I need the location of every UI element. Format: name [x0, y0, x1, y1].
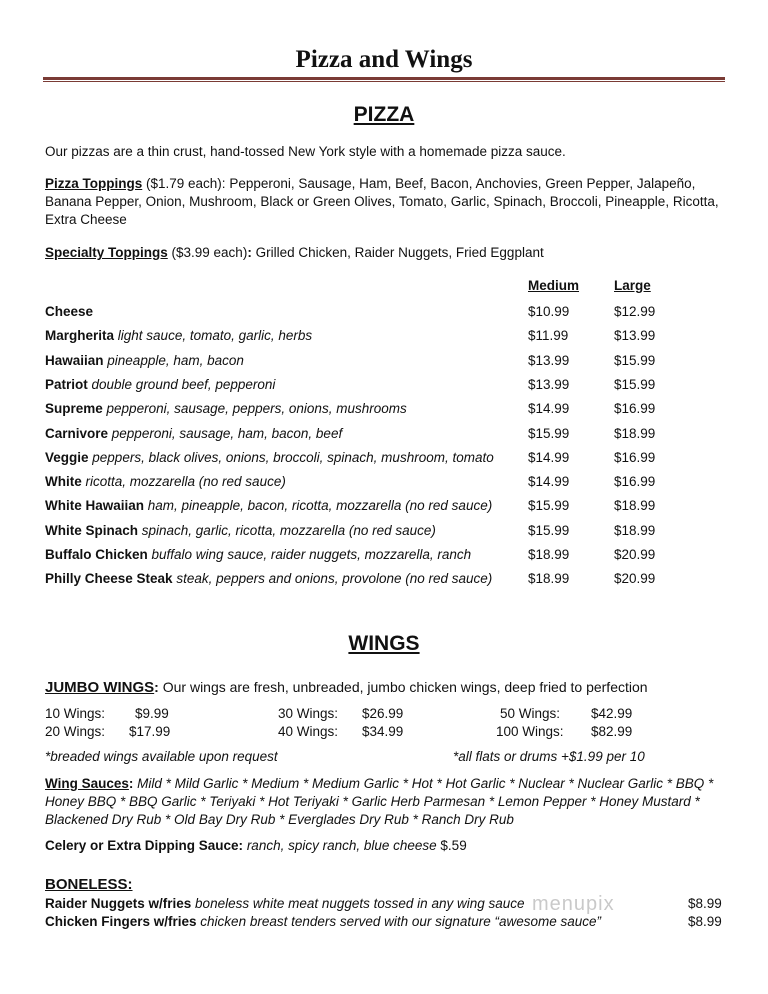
pizza-row — [45, 351, 244, 371]
boneless-item-desc: chicken breast tenders served with our signature “awesome sauce” — [196, 914, 601, 929]
col-medium: Medium — [528, 278, 580, 293]
sauces-label: Wing Sauces — [45, 776, 129, 791]
wing-count-100-price: $82.99 — [591, 724, 633, 739]
wing-count-30-price: $26.99 — [362, 706, 404, 721]
pizza-price-medium: $14.99 — [528, 474, 570, 489]
pizza-row — [45, 302, 93, 322]
wing-count-10-price: $9.99 — [135, 706, 169, 721]
wing-count-40-label: 40 Wings: — [278, 724, 339, 739]
pizza-price-large: $16.99 — [614, 474, 656, 489]
wing-count-30-label: 30 Wings: — [278, 706, 339, 721]
pizza-price-large: $20.99 — [614, 571, 656, 586]
title-divider — [43, 77, 725, 80]
sauces-list: Mild * Mild Garlic * Medium * Medium Garlic * Hot * Hot Garlic * Nuclear * Nuclear Garlic * BBQ * Honey BBQ * BBQ Garlic * Teriyaki * Hot Teriyaki * Garlic Herb Parmesan * Lemon Pepper * Honey Mustard * Blackened Dry Rub * Old Bay Dry Rub * Everglades Dry Rub * Ranch Dry Rub — [45, 776, 714, 827]
pizza-price-large: $18.99 — [614, 426, 656, 441]
pizza-row — [45, 569, 492, 589]
pizza-name: White Spinach — [45, 523, 139, 538]
pizza-price-medium: $13.99 — [528, 353, 570, 368]
pizza-price-large: $15.99 — [614, 353, 656, 368]
pizza-row — [45, 424, 342, 444]
pizza-desc: light sauce, tomato, garlic, herbs — [114, 328, 313, 343]
pizza-desc: steak, peppers and onions, provolone (no red sauce) — [172, 571, 493, 586]
specialty-label: Specialty Toppings — [45, 245, 168, 260]
toppings-label: Pizza Toppings — [45, 176, 143, 191]
pizza-desc: double ground beef, pepperoni — [87, 377, 276, 392]
pizza-desc: pepperoni, sausage, peppers, onions, mushrooms — [102, 401, 407, 416]
pizza-name: Cheese — [45, 304, 94, 319]
specialty-price: ($3.99 each) — [167, 245, 248, 260]
pizza-price-large: $12.99 — [614, 304, 656, 319]
pizza-price-large: $18.99 — [614, 498, 656, 513]
pizza-name: White Hawaiian — [45, 498, 145, 513]
boneless-item-price: $8.99 — [688, 914, 722, 929]
pizza-price-medium: $11.99 — [528, 328, 569, 343]
wing-count-10-label: 10 Wings: — [45, 706, 106, 721]
pizza-intro: Our pizzas are a thin crust, hand-tossed New York style with a homemade pizza sauce. — [45, 144, 566, 159]
pizza-price-medium: $18.99 — [528, 547, 570, 562]
boneless-item-name: Raider Nuggets w/fries — [45, 896, 192, 911]
pizza-price-medium: $18.99 — [528, 571, 570, 586]
pizza-name: Supreme — [45, 401, 103, 416]
boneless-item-name: Chicken Fingers w/fries — [45, 914, 197, 929]
pizza-price-large: $16.99 — [614, 450, 656, 465]
jumbo-colon: : — [154, 679, 159, 695]
pizza-price-large: $18.99 — [614, 523, 656, 538]
pizza-row — [45, 545, 471, 565]
wing-count-20-label: 20 Wings: — [45, 724, 106, 739]
menu-title: Pizza and Wings — [295, 46, 473, 73]
celery-dipping — [45, 838, 467, 853]
pizza-price-medium: $15.99 — [528, 426, 570, 441]
wing-count-100-label: 100 Wings: — [496, 724, 564, 739]
pizza-price-medium: $13.99 — [528, 377, 570, 392]
boneless-item — [45, 896, 525, 911]
pizza-row — [45, 399, 407, 419]
boneless-heading: BONELESS: — [45, 876, 133, 893]
pizza-heading: PIZZA — [353, 103, 415, 126]
wings-heading: WINGS — [348, 632, 420, 655]
pizza-desc: buffalo wing sauce, raider nuggets, mozzarella, ranch — [147, 547, 472, 562]
specialty-toppings — [45, 244, 725, 262]
pizza-toppings — [45, 175, 725, 229]
wing-count-40-price: $34.99 — [362, 724, 404, 739]
pizza-desc: peppers, black olives, onions, broccoli, spinach, mushroom, tomato — [88, 450, 494, 465]
pizza-row — [45, 521, 436, 541]
pizza-price-medium: $15.99 — [528, 498, 570, 513]
toppings-price: ($1.79 each): — [142, 176, 230, 191]
boneless-item — [45, 914, 601, 929]
pizza-row — [45, 496, 492, 516]
pizza-row — [45, 448, 494, 468]
celery-desc: ranch, spicy ranch, blue cheese — [243, 838, 437, 853]
celery-label: Celery or Extra Dipping Sauce: — [45, 838, 244, 853]
celery-price: $.59 — [436, 838, 467, 853]
jumbo-label: JUMBO WINGS — [45, 679, 155, 696]
breaded-note: *breaded wings available upon request — [45, 749, 278, 764]
jumbo-desc: Our wings are fresh, unbreaded, jumbo chicken wings, deep fried to perfection — [158, 679, 648, 695]
pizza-name: Veggie — [45, 450, 89, 465]
pizza-price-medium: $10.99 — [528, 304, 570, 319]
pizza-name: Carnivore — [45, 426, 109, 441]
pizza-row — [45, 472, 286, 492]
pizza-name: Philly Cheese Steak — [45, 571, 173, 586]
wing-sauces — [45, 775, 725, 829]
watermark: menupix — [532, 893, 615, 915]
sauces-colon: : — [128, 776, 134, 791]
col-large: Large — [614, 278, 651, 293]
pizza-desc: spinach, garlic, ricotta, mozzarella (no red sauce) — [138, 523, 436, 538]
wing-count-50-label: 50 Wings: — [500, 706, 561, 721]
pizza-desc: pepperoni, sausage, ham, bacon, beef — [108, 426, 343, 441]
pizza-price-medium: $14.99 — [528, 401, 570, 416]
specialty-list: Grilled Chicken, Raider Nuggets, Fried Eggplant — [251, 245, 544, 260]
boneless-item-price: $8.99 — [688, 896, 722, 911]
pizza-desc: pineapple, ham, bacon — [103, 353, 244, 368]
pizza-name: Buffalo Chicken — [45, 547, 148, 562]
pizza-price-large: $20.99 — [614, 547, 656, 562]
title-divider-thin — [43, 81, 725, 82]
flats-note: *all flats or drums +$1.99 per 10 — [453, 749, 645, 764]
pizza-price-large: $16.99 — [614, 401, 656, 416]
pizza-name: White — [45, 474, 82, 489]
pizza-row — [45, 326, 312, 346]
boneless-item-desc: boneless white meat nuggets tossed in any wing sauce — [191, 896, 525, 911]
pizza-row — [45, 375, 275, 395]
pizza-desc: ham, pineapple, bacon, ricotta, mozzarella (no red sauce) — [144, 498, 493, 513]
pizza-desc: ricotta, mozzarella (no red sauce) — [81, 474, 286, 489]
pizza-name: Margherita — [45, 328, 115, 343]
pizza-price-medium: $14.99 — [528, 450, 570, 465]
pizza-name: Patriot — [45, 377, 88, 392]
toppings-list: Pepperoni, Sausage, Ham, Beef, Bacon, Anchovies, Green Pepper, Jalapeño, Banana Pepper, Onion, Mushroom, Black or Green Olives, Tomato, Garlic, Spinach, Broccoli, Pineapple, Ricotta, Extra Cheese — [45, 176, 719, 227]
pizza-price-large: $13.99 — [614, 328, 656, 343]
pizza-price-medium: $15.99 — [528, 523, 570, 538]
wing-count-20-price: $17.99 — [129, 724, 171, 739]
pizza-name: Hawaiian — [45, 353, 104, 368]
pizza-price-large: $15.99 — [614, 377, 656, 392]
wing-count-50-price: $42.99 — [591, 706, 633, 721]
jumbo-wings — [45, 678, 725, 697]
specialty-colon: : — [247, 245, 252, 260]
